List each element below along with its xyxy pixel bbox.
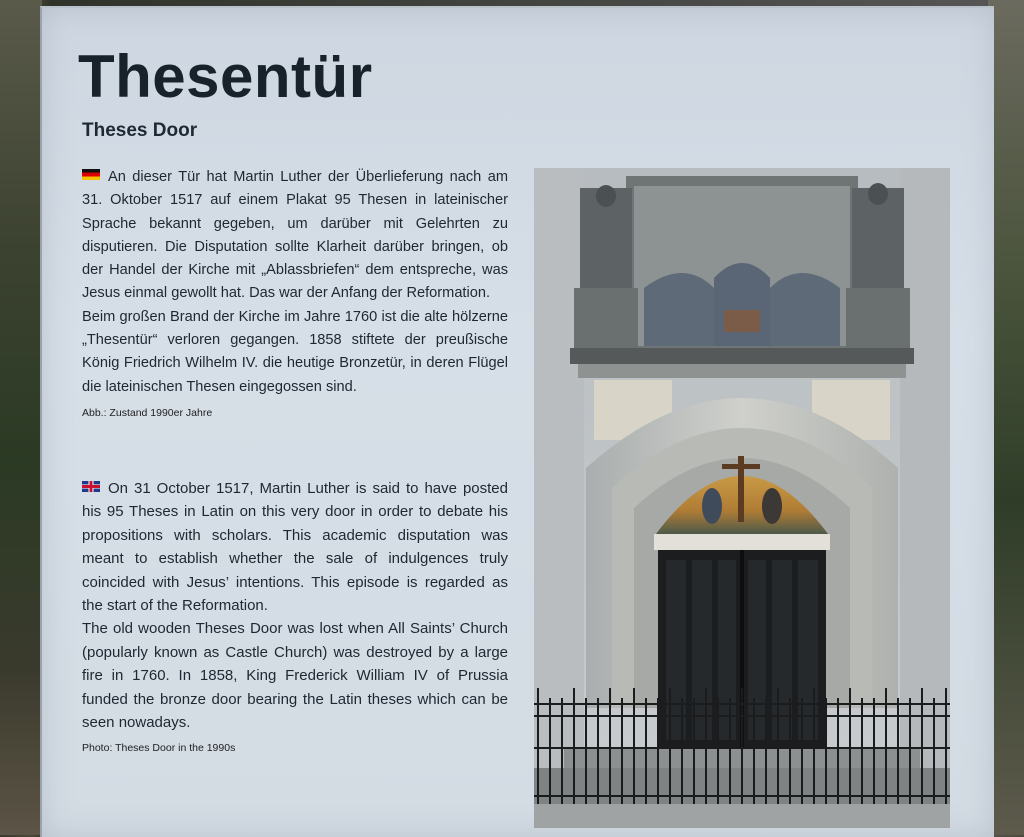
flag-germany-icon <box>82 169 100 180</box>
german-paragraph-1-text: An dieser Tür hat Martin Luther der Überlieferung nach am 31. Oktober 1517 auf einem Plakat 95 Thesen in lateinischer Sprache bekannt gegeben, um darüber mit Gelehrten zu disputieren. Die Disputation sollte Klarheit darüber bringen, ob der Handel der Kirche mit „Ablassbriefen“ dem entspreche, was Jesus einmal gewollt hat. Das war der Anfang der Reformation. <box>82 169 508 302</box>
theses-door-photo <box>534 168 950 828</box>
german-text-block <box>82 166 508 421</box>
sign-title: Thesentür <box>78 43 373 110</box>
information-sign <box>40 6 994 837</box>
background-wall-left <box>0 0 42 835</box>
english-paragraph-1-text: On 31 October 1517, Martin Luther is said to have posted his 95 Theses in Latin on this very door in order to debate his propositions with scholars. This academic disputation was meant to establish whether the sale of indulgences truly coincided with Jesus’ intentions. This episode is regarded as the start of the Reformation. <box>82 480 508 615</box>
english-text-block <box>82 477 508 756</box>
flag-uk-icon <box>82 481 100 492</box>
english-paragraph-2: The old wooden Theses Door was lost when All Saints’ Church (popularly known as Castle Church) was destroyed by a large fire in 1760. In 1858, King Frederick William IV of Prussia funded the bronze door bearing the Latin theses which can be seen nowadays. <box>82 620 508 732</box>
english-photo-caption: Photo: Theses Door in the 1990s <box>82 742 236 755</box>
sign-subtitle: Theses Door <box>82 120 198 141</box>
german-paragraph-2: Beim großen Brand der Kirche im Jahre 1760 ist die alte hölzerne „Thesentür“ verloren gegangen. 1858 stiftete der preußische König Friedrich Wilhelm IV. die heutige Bronzetür, in deren Flügel die lateinischen Thesen eingegossen sind. <box>82 308 508 395</box>
german-paragraph-1 <box>82 166 508 306</box>
german-photo-caption: Abb.: Zustand 1990er Jahre <box>82 406 213 419</box>
theses-door-illustration <box>534 168 950 828</box>
english-paragraph-1 <box>82 477 508 617</box>
